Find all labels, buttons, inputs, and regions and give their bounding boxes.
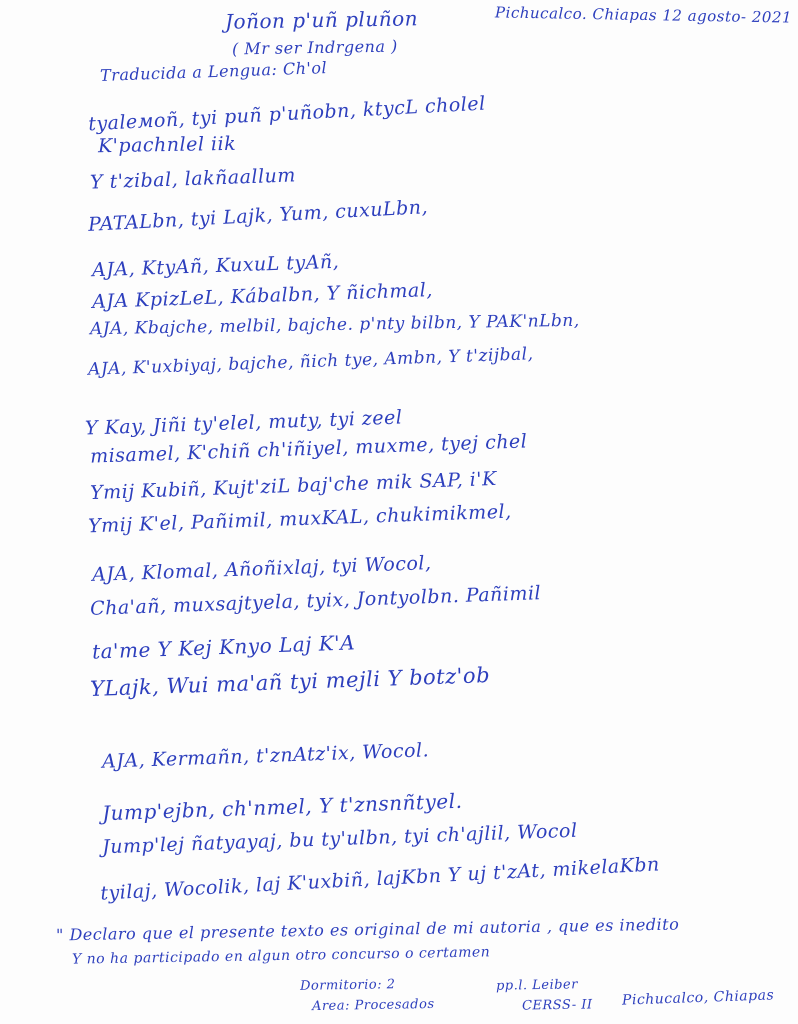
poem-line: misamel, K'chiñ ch'iñiyel, muxme, tyej chel [89,430,528,468]
place-date: Pichucalco. Chiapas 12 agosto- 2021 [494,3,793,27]
poem-line: AJA KpizLeL, Kábalbn, Y ñichmal, [91,279,434,313]
poem-title: Joñon p'uñ pluñon [224,6,419,34]
poem-line: AJA, Kermañn, t'znAtz'ix, Wocol. [101,739,430,773]
originality-declaration: " Declaro que el presente texto es original de mi autoria , que es inedito [55,914,680,945]
poem-line: Jump'lej ñatyayaj, bu ty'ulbn, tyi ch'ajlil, Wocol [101,819,578,859]
poem-line: YLajk, Wui ma'añ tyi mejli Y botz'ob [89,663,491,701]
poem-line: ta'me Y Kej Knyo Laj K'A [91,630,356,664]
poem-line: Jump'ejbn, ch'nmel, Y t'znsnñtyel. [101,788,463,826]
originality-declaration-cont: Y no ha participado en algun otro concurso o certamen [71,944,491,968]
poem-line: Ymij Kubiñ, Kujt'ziL baj'che mik SAP, i'K [89,467,498,505]
footer-place: Pichucalco, Chiapas [621,987,775,1009]
poem-line: AJA, Klomal, Añoñixlaj, tyi Wocol, [91,552,432,586]
poem-line: tyilaj, Wocolik, laj K'uxbiñ, lajKbn Y uj t'zAt, mikelaKbn [99,853,661,905]
poem-line: K'pachnlel iik [97,132,237,158]
footer-author-signature: pp.l. Leiber [495,977,579,994]
poem-line: Y Kay, Jiñi ty'elel, muty, tyi zeel [84,406,403,440]
translation-note: Traducida a Lengua: Ch'ol [99,58,328,85]
footer-institution: CERSS- II [521,997,593,1014]
poem-line: Y t'zibal, lakñaallum [89,164,297,194]
poem-subtitle: ( Mr ser Indrgena ) [231,36,398,59]
footer-dormitory: Dormitorio: 2 [299,977,396,994]
poem-line: tyaleмоñ, tyi puñ p'uñobn, ktycL cholel [87,92,487,136]
poem-line: PATALbn, tyi Lajk, Yum, cuxuLbn, [87,196,429,236]
poem-line: AJA, KtyAñ, KuxuL tyAñ, [91,250,340,282]
poem-line: AJA, K'uxbiyaj, bajche, ñich tye, Ambn, Y t'zijbal, [87,344,534,380]
poem-line: Ymij K'el, Pañimil, muxKAL, chukimikmel, [87,500,512,538]
footer-area: Area: Procesados [311,996,435,1015]
poem-line: Cha'añ, muxsajtyela, tyix, Jontyolbn. Pañimil [89,582,542,620]
poem-line: AJA, Kbajche, melbil, bajche. p'nty bilbn, Y PAK'nLbn, [89,310,580,340]
